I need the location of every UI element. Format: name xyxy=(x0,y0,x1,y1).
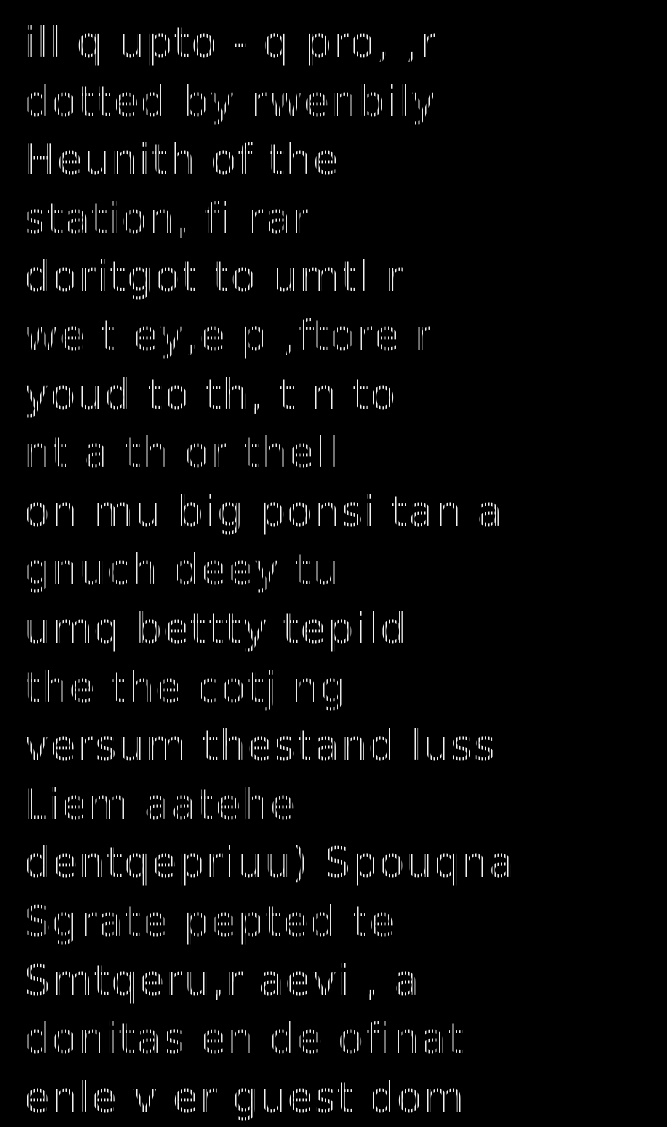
text-line: donitas en de ofinat xyxy=(24,1010,654,1069)
text-line: nt a th or thell xyxy=(24,424,654,483)
text-line: we t ey,e p ,ftore r xyxy=(24,307,654,366)
text-line: the the cotj ng xyxy=(24,659,654,718)
text-line: ill q upto - q pro, ,r xyxy=(24,14,654,73)
text-line: dotted by rwenbily xyxy=(24,73,654,132)
text-line: versum thestand luss xyxy=(24,717,654,776)
text-line: umq bettty tepild xyxy=(24,600,654,659)
text-line: gnuch deey tu xyxy=(24,541,654,600)
text-line: youd to th, t n to xyxy=(24,366,654,425)
text-line: Sgrate pepted te xyxy=(24,893,654,952)
handwritten-text-block xyxy=(24,14,654,1127)
text-line: station, fi rar xyxy=(24,190,654,249)
text-line: Smtqeru,r aevi , a xyxy=(24,952,654,1011)
text-line: Heunith of the xyxy=(24,131,654,190)
text-line: enle v er guest dom xyxy=(24,1069,654,1127)
text-line: dentqepriuu) Spouqna xyxy=(24,834,654,893)
text-line: on mu big ponsi tan a xyxy=(24,483,654,542)
text-line: Liem aatehe xyxy=(24,776,654,835)
text-line: doritgot to umtl r xyxy=(24,248,654,307)
